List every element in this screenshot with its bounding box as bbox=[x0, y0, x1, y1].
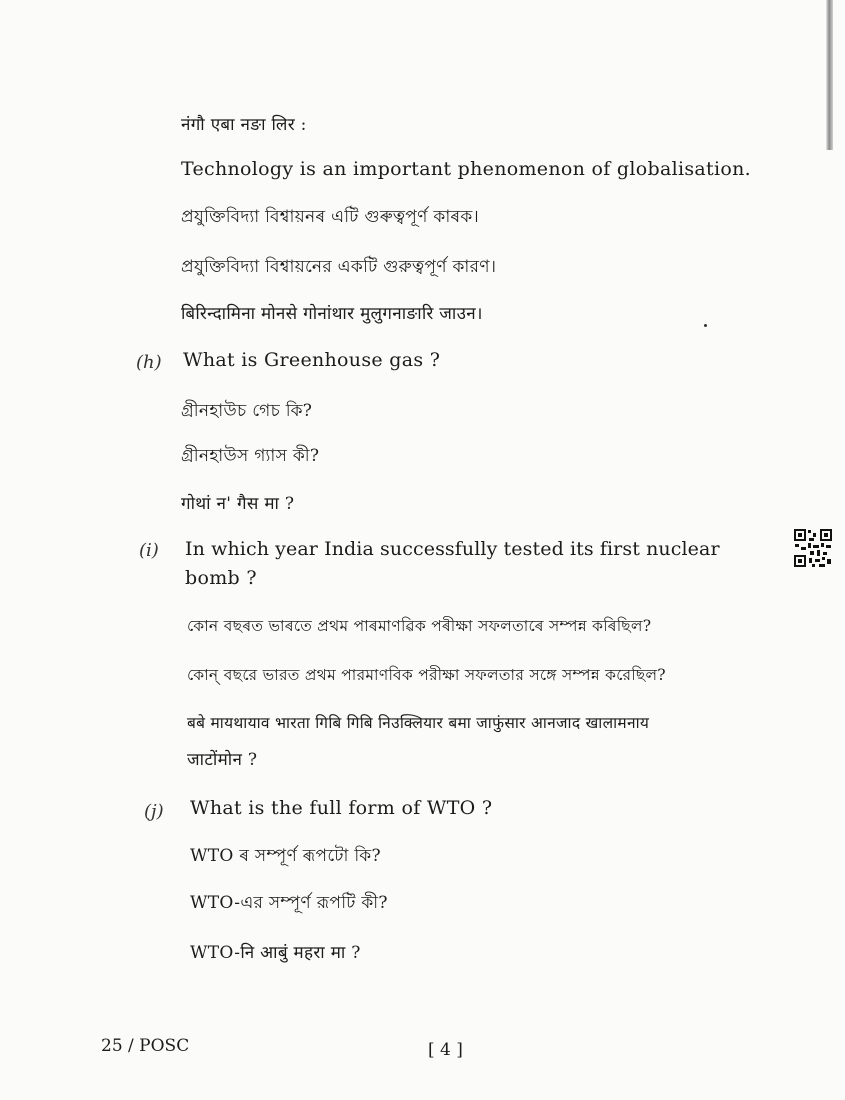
question-j-label: (j) bbox=[144, 801, 164, 822]
question-h-label: (h) bbox=[136, 352, 162, 373]
question-i-bodo-line1: बबे मायथायाव भारता गिबि गिबि निउक्लियार बमा जाफुंसार आनजाद खालामनाय bbox=[187, 714, 650, 732]
statement-english: Technology is an important phenomenon of globalisation. bbox=[181, 158, 751, 180]
page-number: [ 4 ] bbox=[428, 1040, 463, 1060]
scan-edge-mark bbox=[826, 0, 833, 150]
statement-bodo: बिरिन्दामिना मोनसे गोनांथार मुलुगनाङारि जाउन। bbox=[181, 304, 483, 324]
question-h-bodo: गोथां न' गैस मा ? bbox=[181, 494, 295, 514]
question-h-assamese: গ্ৰীনহাউচ গেচ কি? bbox=[181, 401, 313, 421]
question-j-english: What is the full form of WTO ? bbox=[190, 797, 493, 819]
qr-code bbox=[793, 528, 833, 568]
statement-assamese: প্ৰযুক্তিবিদ্যা বিশ্বায়নৰ এটি গুৰুত্বপূৰ্ণ কাৰক। bbox=[181, 207, 479, 227]
question-i-assamese: কোন বছৰত ভাৰতে প্ৰথম পাৰমাণৱিক পৰীক্ষা সফলতাৰে সম্পন্ন কৰিছিল? bbox=[187, 617, 652, 635]
question-h-english: What is Greenhouse gas ? bbox=[183, 349, 441, 371]
question-i-bodo-line2: जाटोंमोन ? bbox=[187, 750, 258, 770]
question-j-bodo: WTO-नि आबुं महरा मा ? bbox=[190, 943, 361, 963]
question-i-english-line1: In which year India successfully tested its first nuclear bbox=[185, 538, 720, 560]
question-j-assamese: WTO ৰ সম্পূৰ্ণ ৰূপটো কি? bbox=[190, 846, 381, 866]
bodo-instruction-label: नंगौ एबा नङा लिर : bbox=[181, 115, 307, 135]
question-i-bengali: কোন্ বছরে ভারত প্রথম পারমাণবিক পরীক্ষা সফলতার সঙ্গে সম্পন্ন করেছিল? bbox=[187, 666, 666, 684]
scan-speck bbox=[704, 324, 707, 327]
statement-bengali: প্রযুক্তিবিদ্যা বিশ্বায়নের একটি গুরুত্বপূর্ণ কারণ। bbox=[181, 257, 497, 277]
question-h-bengali: গ্রীনহাউস গ্যাস কী? bbox=[181, 446, 320, 466]
question-j-bengali: WTO-এর সম্পূর্ণ রূপটি কী? bbox=[190, 893, 388, 913]
question-i-english-line2: bomb ? bbox=[185, 567, 257, 589]
question-i-label: (i) bbox=[139, 540, 159, 561]
paper-code: 25 / POSC bbox=[101, 1036, 190, 1056]
